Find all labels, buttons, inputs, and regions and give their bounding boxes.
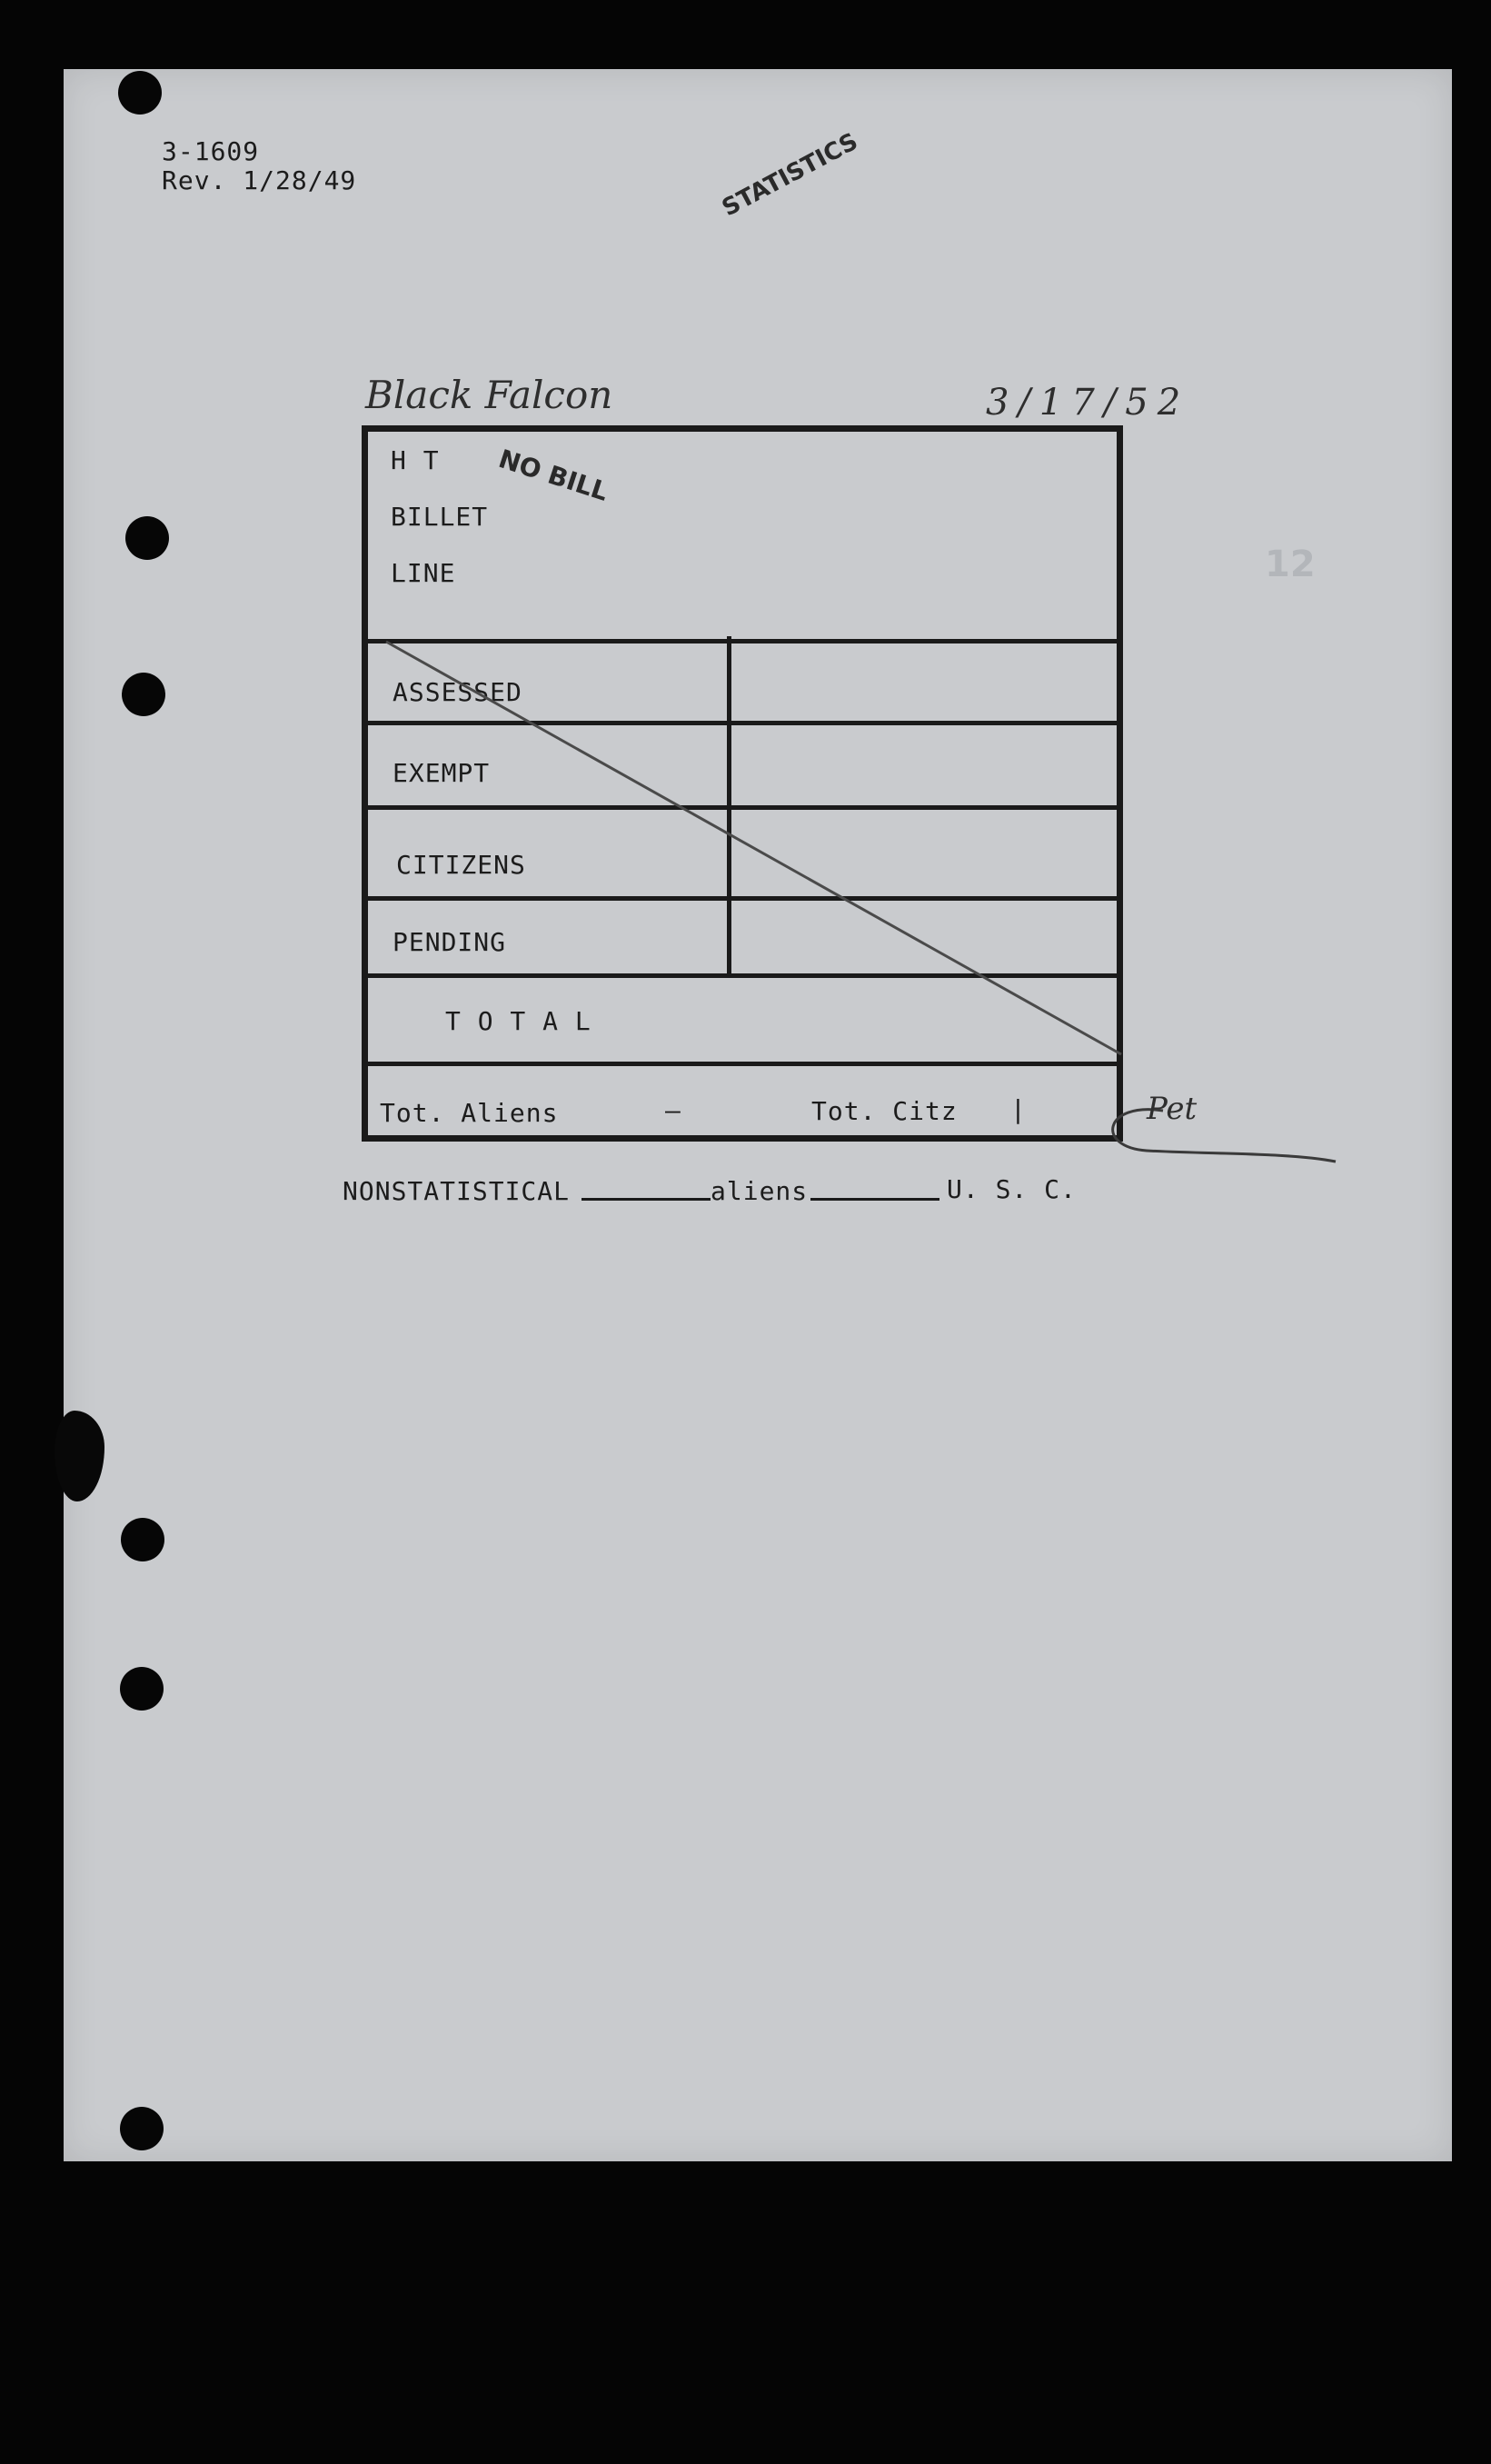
row-assessed: ASSESSED (393, 677, 522, 707)
row-exempt: EXEMPT (393, 758, 491, 788)
diagonal-strike (386, 642, 1121, 1054)
row-citizens: CITIZENS (396, 850, 526, 880)
handwritten-name: Black Falcon (365, 373, 613, 417)
revision-date: Rev. 1/28/49 (162, 165, 357, 195)
row-pending: PENDING (393, 927, 507, 957)
margin-number: 12 (1265, 544, 1316, 585)
tot-citz-value: | (1010, 1094, 1027, 1124)
label-line: LINE (391, 558, 456, 588)
row-total: T O T A L (445, 1006, 591, 1036)
aliens-label: aliens (711, 1176, 809, 1206)
statistics-stamp: STATISTICS (718, 127, 863, 223)
tot-aliens-value: — (665, 1095, 681, 1125)
nonstatistical-label: NONSTATISTICAL (343, 1176, 571, 1206)
margin-note: Pet (1147, 1091, 1198, 1127)
handwritten-date: 3/17/52 (986, 382, 1190, 424)
form-number: 3-1609 (162, 136, 260, 166)
label-billet: BILLET (391, 502, 489, 532)
usc-label: U. S. C. (947, 1174, 1077, 1204)
blank-line (810, 1198, 939, 1201)
tot-citz-label: Tot. Citz (811, 1096, 958, 1126)
tot-aliens-label: Tot. Aliens (380, 1098, 559, 1128)
label-ht: H T (391, 445, 440, 475)
blank-line (581, 1198, 711, 1201)
no-bill-stamp: NO BILL (494, 444, 612, 507)
